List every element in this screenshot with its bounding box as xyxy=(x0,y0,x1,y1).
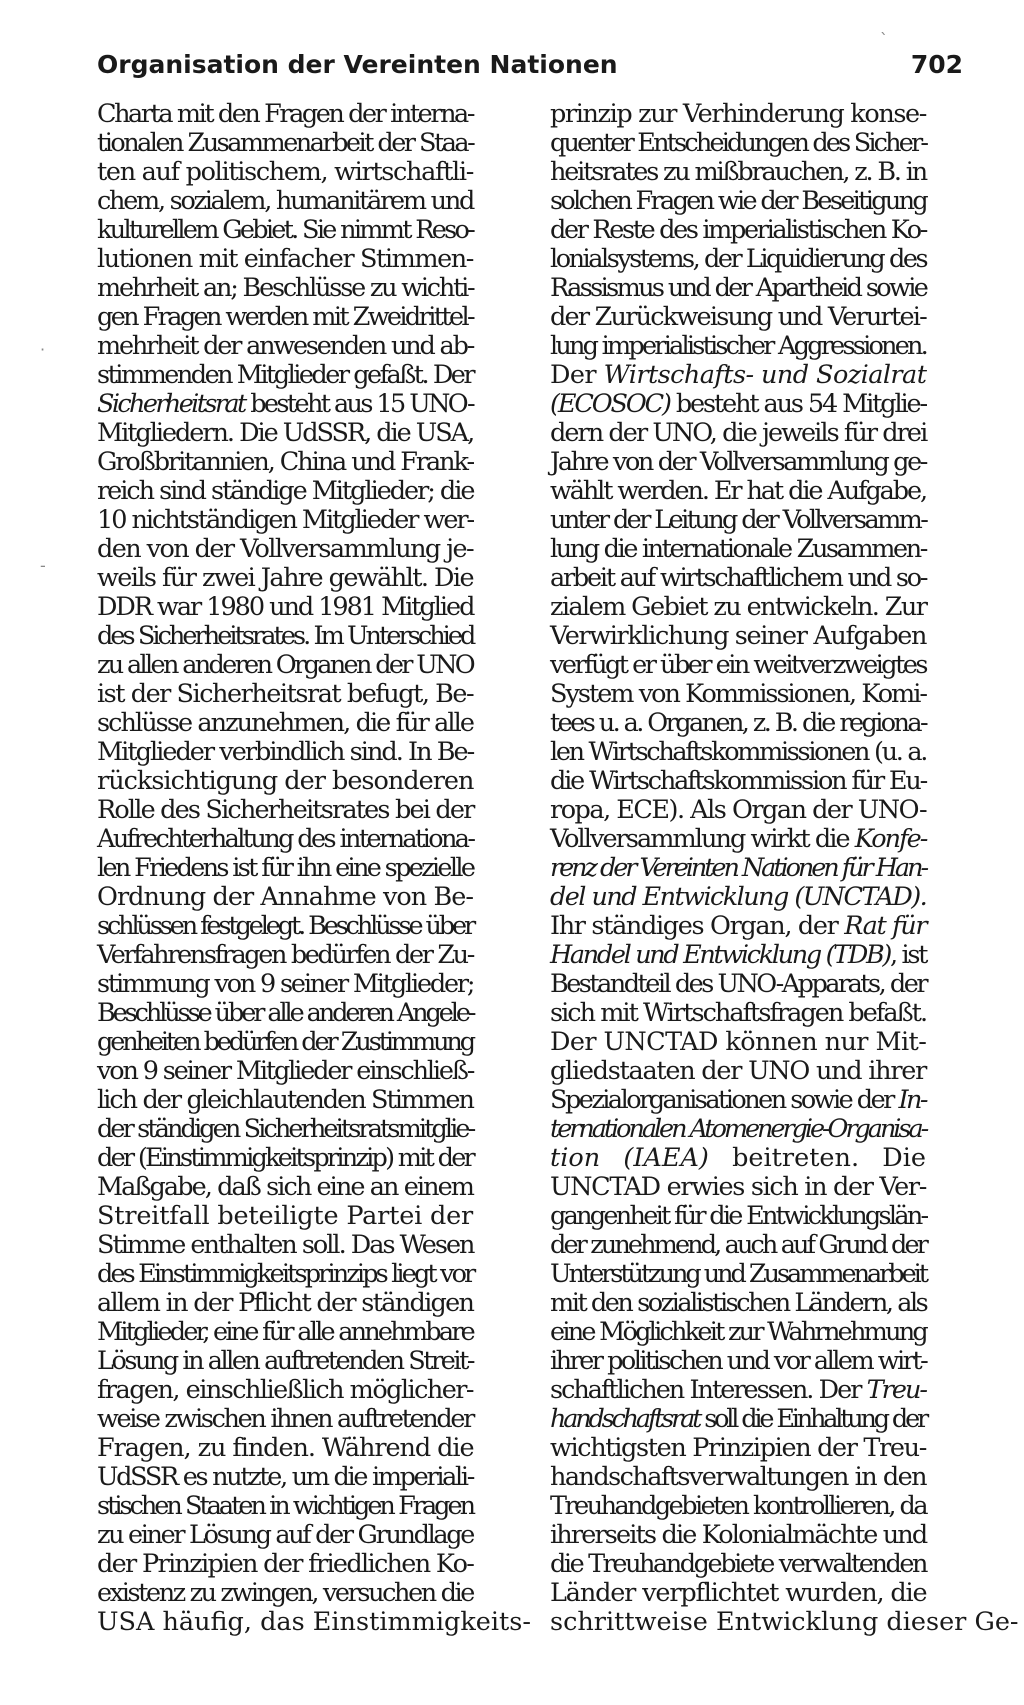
text-line xyxy=(97,593,473,622)
text-line xyxy=(97,883,473,912)
text-line xyxy=(550,1028,926,1057)
text-segment: des Sicherheitsrates. Im Unterschied xyxy=(97,621,474,651)
text-line xyxy=(97,1289,473,1318)
text-segment: , ist xyxy=(890,940,927,970)
text-line xyxy=(550,1434,926,1463)
text-line xyxy=(550,535,926,564)
text-segment: Maßgabe, daß sich eine an einem xyxy=(97,1172,473,1202)
text-line xyxy=(97,941,473,970)
text-segment: DDR war 1980 und 1981 Mitglied xyxy=(97,592,474,622)
text-line xyxy=(97,796,473,825)
text-line xyxy=(550,216,926,245)
running-title: Organisation der Vereinten Nationen xyxy=(97,50,618,79)
text-segment: zu einer Lösung auf der Grundlage xyxy=(97,1520,474,1550)
text-segment: dern der UNO, die jeweils für drei xyxy=(550,418,927,448)
text-segment: handschaftsverwaltungen in den xyxy=(550,1462,926,1492)
text-line xyxy=(97,1260,473,1289)
italic-term: Handel und Entwicklung (TDB) xyxy=(550,940,891,970)
text-segment: ten auf politischem, wirtschaftli- xyxy=(97,157,473,187)
text-segment: Vollversammlung wirkt die xyxy=(550,824,855,854)
text-segment: zu allen anderen Organen der UNO xyxy=(97,650,474,680)
text-segment: existenz zu zwingen, versuchen die xyxy=(97,1578,473,1608)
text-segment: der Reste des imperialistischen Ko- xyxy=(550,215,926,245)
text-segment: chem, sozialem, humanitärem und xyxy=(97,186,474,216)
text-line xyxy=(550,1144,926,1173)
text-line xyxy=(97,477,473,506)
page-number: 702 xyxy=(910,50,963,79)
text-line xyxy=(97,303,473,332)
text-line xyxy=(550,883,926,912)
text-line xyxy=(97,1521,473,1550)
text-line xyxy=(97,332,473,361)
text-segment: Verwirklichung seiner Aufgaben xyxy=(550,621,927,651)
text-line xyxy=(550,1115,926,1144)
text-segment: Bestandteil des UNO-Apparats, der xyxy=(550,969,926,999)
text-segment: Streitfall beteiligte Partei der xyxy=(97,1201,474,1231)
text-line xyxy=(97,1347,473,1376)
text-line xyxy=(97,448,473,477)
text-segment: Unterstützung und Zusammenarbeit xyxy=(550,1259,926,1289)
text-segment: Mitglieder, eine für alle annehmbare xyxy=(97,1317,473,1347)
text-segment: lich der gleichlautenden Stimmen xyxy=(97,1085,473,1115)
text-segment: gliedstaaten der UNO und ihrer xyxy=(550,1056,926,1086)
text-segment: gangenheit für die Entwicklungslän- xyxy=(550,1201,927,1231)
text-segment: Beschlüsse über alle anderen Angele- xyxy=(97,998,474,1028)
text-segment: der (Einstimmigkeitsprinzip) mit der xyxy=(97,1143,473,1173)
text-segment: 10 nichtständigen Mitglieder wer- xyxy=(97,505,474,535)
text-line xyxy=(97,1492,473,1521)
text-line xyxy=(550,1492,926,1521)
text-line xyxy=(97,1434,473,1463)
text-line xyxy=(550,245,926,274)
text-segment: Länder verpflichtet wurden, die xyxy=(550,1578,927,1608)
text-segment: lutionen mit einfacher Stimmen- xyxy=(97,244,473,274)
text-line xyxy=(97,1202,473,1231)
scan-mark: · xyxy=(40,340,46,359)
text-line xyxy=(550,796,926,825)
text-segment: UdSSR es nutzte, um die imperiali- xyxy=(97,1462,473,1492)
text-segment: Stimme enthalten soll. Das Wesen xyxy=(97,1230,474,1260)
text-line xyxy=(550,303,926,332)
text-line xyxy=(550,1550,926,1579)
text-segment: Mitglieder verbindlich sind. In Be- xyxy=(97,737,474,767)
text-line xyxy=(97,709,473,738)
text-segment: ihrer politischen und vor allem wirt- xyxy=(550,1346,927,1376)
text-line xyxy=(97,999,473,1028)
text-segment: des Einstimmigkeitsprinzips liegt vor xyxy=(97,1259,474,1289)
text-line xyxy=(97,1463,473,1492)
text-segment: eine Möglichkeit zur Wahrnehmung xyxy=(550,1317,926,1347)
text-line xyxy=(550,1318,926,1347)
italic-term: Konfe- xyxy=(854,824,927,854)
text-line xyxy=(97,680,473,709)
text-segment: prinzip zur Verhinderung konse- xyxy=(550,99,926,129)
text-line xyxy=(97,1376,473,1405)
text-line xyxy=(97,1173,473,1202)
text-segment: Fragen, zu finden. Während die xyxy=(97,1433,474,1463)
text-segment: den von der Vollversammlung je- xyxy=(97,534,474,564)
text-segment: sich mit Wirtschaftsfragen befaßt. xyxy=(550,998,927,1028)
text-segment: von 9 seiner Mitglieder einschließ- xyxy=(97,1056,474,1086)
text-segment: arbeit auf wirtschaftlichem und so- xyxy=(550,563,927,593)
text-line xyxy=(550,1231,926,1260)
text-segment: tionalen Zusammenarbeit der Staa- xyxy=(97,128,474,158)
text-column-right xyxy=(550,99,1019,1637)
text-line xyxy=(97,506,473,535)
text-segment: stimmenden Mitglieder gefaßt. Der xyxy=(97,360,473,390)
text-line xyxy=(550,506,926,535)
scan-mark: - xyxy=(40,556,46,575)
text-line xyxy=(550,1579,926,1608)
text-line xyxy=(550,274,926,303)
text-segment: die Wirtschaftskommission für Eu- xyxy=(550,766,927,796)
text-line xyxy=(97,158,473,187)
text-segment: schrittweise Entwicklung dieser Ge- xyxy=(550,1607,1019,1637)
text-segment: soll die Einhaltung der xyxy=(699,1404,926,1434)
text-segment: Aufrechterhaltung des internationa- xyxy=(97,824,474,854)
text-line xyxy=(550,1086,926,1115)
text-line xyxy=(550,1347,926,1376)
text-line xyxy=(550,477,926,506)
text-line xyxy=(550,1376,926,1405)
text-line xyxy=(97,535,473,564)
text-segment: ist der Sicherheitsrat befugt, Be- xyxy=(97,679,474,709)
text-line xyxy=(97,1550,473,1579)
text-segment: Der UNCTAD können nur Mit- xyxy=(550,1027,927,1057)
text-segment: der Zurückweisung und Verurtei- xyxy=(550,302,926,332)
text-line xyxy=(550,825,926,854)
text-segment: System von Kommissionen, Komi- xyxy=(550,679,926,709)
text-segment: mehrheit der anwesenden und ab- xyxy=(97,331,474,361)
italic-term: Treu- xyxy=(866,1375,926,1405)
text-line xyxy=(97,100,473,129)
text-segment: solchen Fragen wie der Beseitigung xyxy=(550,186,926,216)
text-line xyxy=(550,970,926,999)
text-line xyxy=(550,941,926,970)
text-segment: ihrerseits die Kolonialmächte und xyxy=(550,1520,927,1550)
text-line xyxy=(97,564,473,593)
italic-term: In- xyxy=(898,1085,927,1115)
text-segment: ropa, ECE). Als Organ der UNO- xyxy=(550,795,927,825)
text-segment: mit den sozialistischen Ländern, als xyxy=(550,1288,927,1318)
text-line xyxy=(97,390,473,419)
text-segment: Großbritannien, China und Frank- xyxy=(97,447,474,477)
italic-term: del und Entwicklung (UNCTAD). xyxy=(550,882,927,912)
text-line xyxy=(550,158,926,187)
text-segment: lung imperialistischer Aggressionen. xyxy=(550,331,926,361)
text-segment: der ständigen Sicherheitsratsmitglie- xyxy=(97,1114,474,1144)
text-segment: Ordnung der Annahme von Be- xyxy=(97,882,473,912)
text-line xyxy=(97,1115,473,1144)
text-segment: Ihr ständiges Organ, der xyxy=(550,911,845,941)
text-line xyxy=(97,1318,473,1347)
text-line xyxy=(550,622,926,651)
text-line xyxy=(550,100,926,129)
text-line xyxy=(97,1405,473,1434)
text-segment: quenter Entscheidungen des Sicher- xyxy=(550,128,927,158)
text-line xyxy=(97,738,473,767)
text-segment: wichtigsten Prinzipien der Treu- xyxy=(550,1433,927,1463)
text-segment: lonialsystems, der Liquidierung des xyxy=(550,244,927,274)
text-segment: Mitgliedern. Die UdSSR, die USA, xyxy=(97,418,474,448)
italic-term: ternationalen Atomenergie-Organisa- xyxy=(550,1114,927,1144)
text-segment: reich sind ständige Mitglieder; die xyxy=(97,476,474,506)
text-line xyxy=(97,361,473,390)
italic-term: Rat für xyxy=(844,911,927,941)
text-segment: Rolle des Sicherheitsrates bei der xyxy=(97,795,474,825)
text-segment: weils für zwei Jahre gewählt. Die xyxy=(97,563,473,593)
italic-term: Wirtschafts- und Sozialrat xyxy=(603,360,927,390)
text-line xyxy=(550,448,926,477)
text-line xyxy=(550,564,926,593)
text-line xyxy=(550,1521,926,1550)
text-line xyxy=(550,1405,926,1434)
text-line xyxy=(550,1202,926,1231)
italic-term: handschaftsrat xyxy=(550,1404,700,1434)
text-segment: Der xyxy=(550,360,604,390)
text-line xyxy=(97,622,473,651)
text-segment: stischen Staaten in wichtigen Fragen xyxy=(97,1491,473,1521)
text-line xyxy=(97,274,473,303)
text-line xyxy=(97,245,473,274)
text-segment: mehrheit an; Beschlüsse zu wichti- xyxy=(97,273,474,303)
text-segment: Charta mit den Fragen der interna- xyxy=(97,99,473,129)
text-segment: die Treuhandgebiete verwaltenden xyxy=(550,1549,926,1579)
text-segment: USA häufig, das Einstimmigkeits- xyxy=(97,1607,531,1637)
text-line xyxy=(550,187,926,216)
italic-term: Sicherheitsrat xyxy=(97,389,245,419)
italic-term: tion (IAEA) xyxy=(550,1143,709,1173)
text-line xyxy=(97,1579,473,1608)
text-segment: len Friedens ist für ihn eine spezielle xyxy=(97,853,474,883)
text-segment: Jahre von der Vollversammlung ge- xyxy=(550,447,926,477)
text-segment: Lösung in allen auftretenden Streit- xyxy=(97,1346,473,1376)
scan-mark: ˋ xyxy=(880,30,888,49)
text-line xyxy=(97,970,473,999)
text-line xyxy=(97,912,473,941)
text-line xyxy=(97,187,473,216)
text-line xyxy=(97,129,473,158)
text-line xyxy=(550,129,926,158)
text-line xyxy=(550,390,926,419)
text-line xyxy=(97,216,473,245)
text-segment: stimmung von 9 seiner Mitglieder; xyxy=(97,969,474,999)
text-line xyxy=(97,1057,473,1086)
text-segment: schlüssen festgelegt. Beschlüsse über xyxy=(97,911,474,941)
text-line xyxy=(550,332,926,361)
text-segment: unter der Leitung der Vollversamm- xyxy=(550,505,927,535)
page-header xyxy=(97,48,963,88)
text-line xyxy=(97,1086,473,1115)
text-line xyxy=(97,1607,531,1637)
text-segment: rücksichtigung der besonderen xyxy=(97,766,474,796)
text-segment: weise zwischen ihnen auftretender xyxy=(97,1404,473,1434)
text-segment: der Prinzipien der friedlichen Ko- xyxy=(97,1549,474,1579)
text-line xyxy=(550,1057,926,1086)
text-column-left xyxy=(97,99,531,1637)
text-segment: Treuhandgebieten kontrollieren, da xyxy=(550,1491,926,1521)
text-segment: wählt werden. Er hat die Aufgabe, xyxy=(550,476,927,506)
text-segment: UNCTAD erwies sich in der Ver- xyxy=(550,1172,926,1202)
text-line xyxy=(550,709,926,738)
text-line xyxy=(550,1260,926,1289)
text-line xyxy=(97,1028,473,1057)
text-segment: Spezialorganisationen sowie der xyxy=(550,1085,899,1115)
text-line xyxy=(97,419,473,448)
text-line xyxy=(97,767,473,796)
text-line xyxy=(97,1231,473,1260)
text-line xyxy=(550,1607,1019,1637)
text-segment: verfügt er über ein weitverzweigtes xyxy=(550,650,926,680)
text-line xyxy=(550,767,926,796)
text-line xyxy=(97,1144,473,1173)
text-segment: len Wirtschaftskommissionen (u. a. xyxy=(550,737,926,767)
text-segment: schaftlichen Interessen. Der xyxy=(550,1375,867,1405)
text-segment: lung die internationale Zusammen- xyxy=(550,534,926,564)
text-line xyxy=(550,593,926,622)
text-line xyxy=(550,912,926,941)
text-segment: Verfahrensfragen bedürfen der Zu- xyxy=(97,940,473,970)
text-segment: allem in der Pflicht der ständigen xyxy=(97,1288,474,1318)
text-segment: besteht aus 15 UNO- xyxy=(244,389,473,419)
text-line xyxy=(550,854,926,883)
text-line xyxy=(550,999,926,1028)
text-segment: gen Fragen werden mit Zweidrittel- xyxy=(97,302,473,332)
italic-term: (ECOSOC) xyxy=(550,389,670,419)
text-segment: zialem Gebiet zu entwickeln. Zur xyxy=(550,592,927,622)
text-segment: genheiten bedürfen der Zustimmung xyxy=(97,1027,473,1057)
text-segment: besteht aus 54 Mitglie- xyxy=(669,389,926,419)
text-line xyxy=(97,825,473,854)
text-segment: Rassismus und der Apartheid sowie xyxy=(550,273,927,303)
text-line xyxy=(550,1289,926,1318)
text-segment: schlüsse anzunehmen, die für alle xyxy=(97,708,473,738)
text-line xyxy=(550,419,926,448)
text-segment: kulturellem Gebiet. Sie nimmt Reso- xyxy=(97,215,473,245)
text-line xyxy=(97,651,473,680)
text-line xyxy=(550,680,926,709)
text-line xyxy=(550,738,926,767)
text-segment: tees u. a. Organen, z. B. die regiona- xyxy=(550,708,927,738)
text-segment: beitreten. Die xyxy=(708,1143,926,1173)
text-segment: der zunehmend, auch auf Grund der xyxy=(550,1230,926,1260)
text-segment: fragen, einschließlich möglicher- xyxy=(97,1375,473,1405)
text-line xyxy=(550,1173,926,1202)
text-segment: heitsrates zu mißbrauchen, z. B. in xyxy=(550,157,927,187)
text-line xyxy=(550,361,926,390)
text-line xyxy=(97,854,473,883)
text-line xyxy=(550,651,926,680)
text-line xyxy=(550,1463,926,1492)
italic-term: renz der Vereinten Nationen für Han- xyxy=(550,853,926,883)
